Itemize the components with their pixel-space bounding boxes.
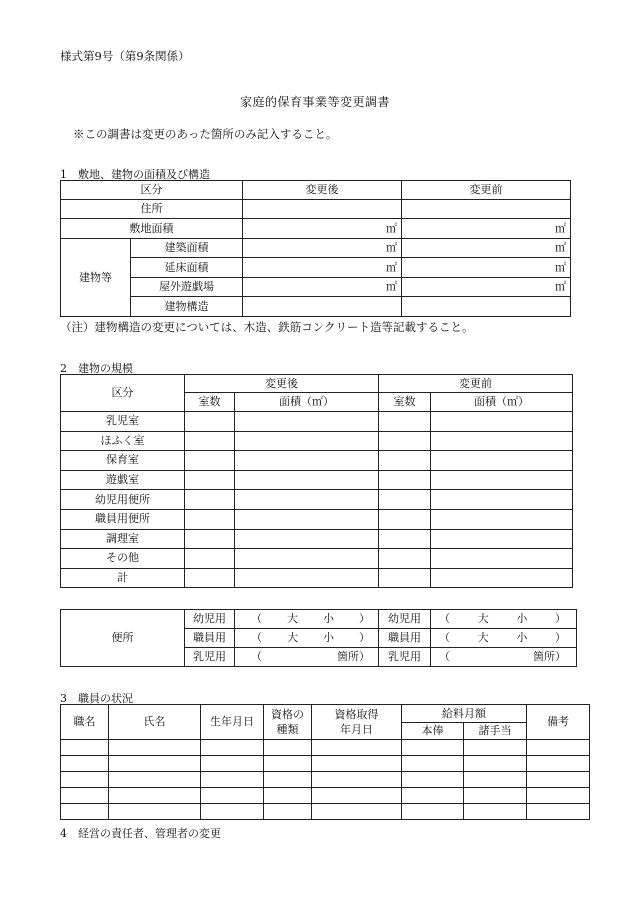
header-birthdate: 生年月日 [201, 705, 264, 740]
qualification-date-cell[interactable] [312, 804, 402, 820]
toilet-type-after: 幼児用 [185, 610, 235, 629]
rooms-before-cell[interactable] [379, 451, 431, 471]
area-after-cell[interactable] [235, 431, 379, 451]
header-after: 変更後 [185, 375, 379, 393]
qual-date-line1: 資格取得 [334, 708, 379, 721]
rooms-after-cell[interactable] [185, 490, 235, 510]
row-playground-label: 屋外遊戯場 [131, 278, 243, 297]
position-cell[interactable] [61, 788, 109, 804]
header-area-before: 面積（㎡） [431, 393, 573, 412]
name-cell[interactable] [109, 788, 201, 804]
playground-before-cell[interactable] [402, 278, 571, 297]
table-row [61, 451, 573, 471]
qualification-date-cell[interactable] [312, 740, 402, 756]
remarks-cell[interactable] [527, 740, 590, 756]
allowance-cell[interactable] [464, 804, 527, 820]
toilet-large: 大 [287, 631, 298, 644]
name-cell[interactable] [109, 740, 201, 756]
position-cell[interactable] [61, 804, 109, 820]
area-before-cell[interactable] [431, 412, 573, 432]
toilet-type-before: 幼児用 [379, 610, 431, 629]
toilet-count: 箇所 [533, 650, 555, 663]
building-area-after-cell[interactable] [243, 239, 402, 258]
room-category-label: ほふく室 [61, 431, 185, 451]
header-remarks: 備考 [527, 705, 590, 740]
header-allowance: 諸手当 [464, 723, 527, 740]
row-floor-area-label: 延床面積 [131, 258, 243, 278]
qual-type-line1: 資格の [271, 708, 304, 721]
staff-table [60, 704, 590, 820]
header-salary: 給料月額 [402, 705, 527, 723]
toilet-paren-open: （ [251, 650, 262, 663]
birthdate-cell[interactable] [201, 788, 264, 804]
unit-sqm: ㎡ [386, 221, 397, 235]
room-category-label: その他 [61, 549, 185, 569]
address-before-cell[interactable] [402, 200, 571, 219]
notice-text: ※この調書は変更のあった箇所のみ記入すること。 [73, 127, 338, 141]
header-name: 氏名 [109, 705, 201, 740]
header-before: 変更前 [379, 375, 573, 393]
toilet-count-group [533, 651, 566, 663]
row-site-area-label: 敷地面積 [61, 219, 243, 239]
toilet-paren-open: （ [251, 631, 262, 644]
room-category-label: 乳児室 [61, 412, 185, 432]
remarks-cell[interactable] [527, 788, 590, 804]
rooms-before-cell[interactable] [379, 549, 431, 569]
toilet-small: 小 [516, 612, 528, 625]
floor-area-after-cell[interactable] [243, 258, 402, 278]
area-after-cell[interactable] [235, 490, 379, 510]
rooms-after-cell[interactable] [185, 568, 235, 588]
birthdate-cell[interactable] [201, 740, 264, 756]
area-after-cell[interactable] [235, 470, 379, 490]
table-row [61, 756, 590, 772]
header-area-after: 面積（㎡） [235, 393, 379, 412]
area-before-cell[interactable] [431, 490, 573, 510]
toilet-paren-close: ） [359, 631, 370, 644]
header-before: 変更前 [402, 181, 571, 200]
header-position: 職名 [61, 705, 109, 740]
unit-sqm: ㎡ [386, 241, 397, 254]
toilet-count-before-cell[interactable] [431, 629, 577, 648]
room-category-label: 遊戯室 [61, 470, 185, 490]
rooms-before-cell[interactable] [379, 490, 431, 510]
toilet-paren-open: （ [251, 612, 262, 625]
table-row [61, 470, 573, 490]
floor-area-before-cell[interactable] [402, 258, 571, 278]
toilet-paren-close: ） [359, 612, 370, 625]
rooms-after-cell[interactable] [185, 509, 235, 529]
qualification-date-cell[interactable] [312, 788, 402, 804]
table-row [61, 549, 573, 569]
table-row [61, 740, 590, 756]
header-qualification-type [264, 705, 312, 740]
section4-heading: 4 経営の責任者、管理者の変更 [60, 827, 221, 840]
area-before-cell[interactable] [431, 568, 573, 588]
birthdate-cell[interactable] [201, 772, 264, 788]
birthdate-cell[interactable] [201, 756, 264, 772]
table-row [61, 490, 573, 510]
section3-heading: 3 職員の状況 [60, 692, 133, 705]
site-building-table [60, 180, 571, 317]
area-after-cell[interactable] [235, 412, 379, 432]
table-row [61, 568, 573, 588]
rooms-before-cell[interactable] [379, 470, 431, 490]
building-area-before-cell[interactable] [402, 239, 571, 258]
rooms-after-cell[interactable] [185, 470, 235, 490]
remarks-cell[interactable] [527, 756, 590, 772]
table-row [61, 529, 573, 549]
toilet-large: 大 [477, 631, 489, 644]
structure-after-cell[interactable] [243, 297, 402, 317]
area-after-cell[interactable] [235, 509, 379, 529]
allowance-cell[interactable] [464, 772, 527, 788]
toilet-paren-open: （ [439, 650, 450, 663]
area-before-cell[interactable] [431, 431, 573, 451]
toilet-count: 箇所 [337, 650, 359, 663]
rooms-before-cell[interactable] [379, 509, 431, 529]
base-salary-cell[interactable] [402, 788, 464, 804]
row-building-area-label: 建築面積 [131, 239, 243, 258]
qualification-date-cell[interactable] [312, 772, 402, 788]
section2-heading: 2 建物の規模 [60, 362, 133, 375]
area-after-cell[interactable] [235, 568, 379, 588]
building-scale-table [60, 374, 573, 588]
base-salary-cell[interactable] [402, 756, 464, 772]
toilet-count-after-cell[interactable] [235, 610, 379, 629]
toilet-type-before: 職員用 [379, 629, 431, 648]
group-building-label: 建物等 [61, 239, 131, 317]
toilet-large: 大 [477, 612, 489, 625]
qualification-type-cell[interactable] [264, 740, 312, 756]
unit-sqm: ㎡ [386, 260, 397, 274]
rooms-before-cell[interactable] [379, 529, 431, 549]
section1-heading: 1 敷地、建物の面積及び構造 [60, 168, 210, 181]
table-row [61, 431, 573, 451]
unit-sqm: ㎡ [555, 241, 566, 254]
header-qualification-date [312, 705, 402, 740]
rooms-after-cell[interactable] [185, 431, 235, 451]
allowance-cell[interactable] [464, 740, 527, 756]
site-area-before-cell[interactable] [402, 219, 571, 239]
toilet-type-before: 乳児用 [379, 648, 431, 667]
base-salary-cell[interactable] [402, 804, 464, 820]
row-address-label: 住所 [61, 200, 243, 219]
toilet-small: 小 [323, 612, 334, 625]
room-category-label: 職員用便所 [61, 509, 185, 529]
row-structure-label: 建物構造 [131, 297, 243, 317]
name-cell[interactable] [109, 772, 201, 788]
header-after: 変更後 [243, 181, 402, 200]
area-after-cell[interactable] [235, 549, 379, 569]
site-area-after-cell[interactable] [243, 219, 402, 239]
toilet-paren-close: ） [555, 650, 566, 663]
area-before-cell[interactable] [431, 451, 573, 471]
qualification-date-cell[interactable] [312, 756, 402, 772]
area-before-cell[interactable] [431, 529, 573, 549]
playground-after-cell[interactable] [243, 278, 402, 297]
toilet-small: 小 [516, 631, 528, 644]
qual-date-line2: 年月日 [340, 723, 373, 736]
qualification-type-cell[interactable] [264, 804, 312, 820]
area-before-cell[interactable] [431, 509, 573, 529]
position-cell[interactable] [61, 772, 109, 788]
toilet-type-after: 乳児用 [185, 648, 235, 667]
qualification-type-cell[interactable] [264, 756, 312, 772]
toilet-count-after-cell[interactable] [235, 648, 379, 667]
toilet-small: 小 [323, 631, 334, 644]
toilet-count-after-cell[interactable] [235, 629, 379, 648]
room-category-label: 調理室 [61, 529, 185, 549]
header-rooms-before: 室数 [379, 393, 431, 412]
form-reference: 様式第9号（第9条関係） [60, 49, 190, 63]
header-category: 区分 [61, 375, 185, 412]
address-after-cell[interactable] [243, 200, 402, 219]
qual-type-line2: 種類 [276, 723, 299, 736]
toilet-count-group [337, 651, 370, 663]
toilet-paren-close: ） [359, 650, 370, 663]
table-row [61, 610, 577, 629]
birthdate-cell[interactable] [201, 804, 264, 820]
qualification-type-cell[interactable] [264, 772, 312, 788]
header-base-salary: 本俸 [402, 723, 464, 740]
room-category-label: 幼児用便所 [61, 490, 185, 510]
table-row [61, 804, 590, 820]
rooms-before-cell[interactable] [379, 412, 431, 432]
area-before-cell[interactable] [431, 470, 573, 490]
remarks-cell[interactable] [527, 804, 590, 820]
table-row [61, 788, 590, 804]
toilet-paren-open: （ [439, 631, 450, 644]
table-row [61, 509, 573, 529]
position-cell[interactable] [61, 756, 109, 772]
toilet-count-before-cell[interactable] [431, 648, 577, 667]
document-title: 家庭的保育事業等変更調書 [239, 95, 390, 109]
unit-sqm: ㎡ [555, 260, 566, 274]
header-rooms-after: 室数 [185, 393, 235, 412]
qualification-type-cell[interactable] [264, 788, 312, 804]
toilet-paren-close: ） [554, 612, 566, 625]
area-after-cell[interactable] [235, 451, 379, 471]
rooms-after-cell[interactable] [185, 412, 235, 432]
toilet-large: 大 [287, 612, 298, 625]
unit-sqm: ㎡ [386, 280, 397, 293]
allowance-cell[interactable] [464, 756, 527, 772]
table-row [61, 412, 573, 432]
toilet-paren-open: （ [439, 612, 450, 625]
name-cell[interactable] [109, 756, 201, 772]
toilet-label: 便所 [61, 610, 185, 667]
section1-footnote: （注）建物構造の変更については、木造、鉄筋コンクリート造等記載すること。 [60, 320, 474, 334]
toilet-paren-close: ） [554, 631, 566, 644]
table-row [61, 772, 590, 788]
rooms-before-cell[interactable] [379, 568, 431, 588]
remarks-cell[interactable] [527, 772, 590, 788]
area-before-cell[interactable] [431, 549, 573, 569]
room-category-label: 計 [61, 568, 185, 588]
toilet-table [60, 609, 577, 667]
base-salary-cell[interactable] [402, 740, 464, 756]
room-category-label: 保育室 [61, 451, 185, 471]
unit-sqm: ㎡ [555, 280, 566, 293]
structure-before-cell[interactable] [402, 297, 571, 317]
rooms-before-cell[interactable] [379, 431, 431, 451]
unit-sqm: ㎡ [555, 221, 566, 235]
area-after-cell[interactable] [235, 529, 379, 549]
name-cell[interactable] [109, 804, 201, 820]
rooms-after-cell[interactable] [185, 529, 235, 549]
header-category: 区分 [61, 181, 243, 200]
room-rows [61, 412, 573, 588]
allowance-cell[interactable] [464, 788, 527, 804]
toilet-type-after: 職員用 [185, 629, 235, 648]
position-cell[interactable] [61, 740, 109, 756]
rooms-after-cell[interactable] [185, 549, 235, 569]
rooms-after-cell[interactable] [185, 451, 235, 471]
toilet-count-before-cell[interactable] [431, 610, 577, 629]
base-salary-cell[interactable] [402, 772, 464, 788]
